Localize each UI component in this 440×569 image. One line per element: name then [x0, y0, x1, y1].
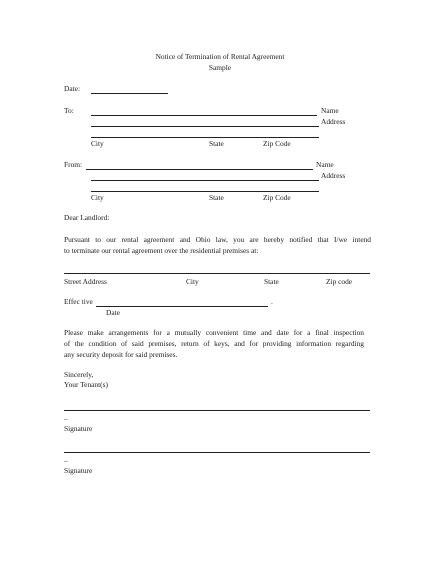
effective-date-label: Date: [106, 308, 120, 317]
premises-address-line[interactable]: [64, 273, 370, 274]
signature-underscore-1: _: [64, 412, 68, 421]
to-name-line[interactable]: [91, 115, 317, 116]
to-zip-label: Zip Code: [263, 139, 291, 148]
street-address-label: Street Address: [64, 277, 107, 286]
from-address-line[interactable]: [91, 180, 319, 181]
from-state-label: State: [209, 193, 224, 202]
paragraph-2-line-3: any security deposit for said premises.: [64, 350, 178, 359]
from-address-label: Address: [321, 171, 346, 180]
document-subtitle: Sample: [208, 63, 232, 72]
document-title: Notice of Termination of Rental Agreement: [155, 52, 285, 61]
from-city-label: City: [91, 193, 104, 202]
to-city-label: City: [91, 139, 104, 148]
effective-label: Effec tive: [64, 297, 93, 306]
to-label: To:: [64, 106, 74, 115]
paragraph-2-line-1: Please make arrangements for a mutually convenient time and date for a final inspection: [64, 328, 364, 337]
paragraph-1-line-2: to terminate our rental agreement over the residential premises at:: [64, 246, 259, 255]
from-name-label: Name: [316, 160, 334, 169]
signature-line-2[interactable]: [64, 452, 370, 453]
to-address-label: Address: [321, 117, 346, 126]
premises-city-label: City: [186, 277, 199, 286]
signature-underscore-2: _: [64, 454, 68, 463]
from-zip-label: Zip Code: [263, 193, 291, 202]
premises-state-label: State: [264, 277, 279, 286]
premises-zip-label: Zip code: [326, 277, 353, 286]
from-label: From:: [64, 160, 83, 169]
signature-label-2: Signature: [64, 466, 93, 475]
paragraph-1-line-1: Pursuant to our rental agreement and Ohio law, you are hereby notified that I/we intend: [64, 235, 371, 244]
date-field-line[interactable]: [91, 93, 168, 94]
effective-date-line[interactable]: [96, 306, 268, 307]
to-city-state-zip-line[interactable]: [91, 137, 319, 138]
closing: Sincerely,: [64, 370, 94, 379]
from-name-line[interactable]: [86, 169, 313, 170]
to-name-label: Name: [321, 106, 339, 115]
your-tenants: Your Tenant(s): [64, 380, 108, 389]
date-label: Date:: [64, 84, 81, 93]
signature-line-1[interactable]: [64, 410, 370, 411]
from-city-state-zip-line[interactable]: [91, 191, 319, 192]
salutation: Dear Landlord:: [64, 213, 110, 222]
to-address-line[interactable]: [91, 126, 319, 127]
effective-period: .: [271, 297, 273, 306]
paragraph-2-line-2: of the condition of said premises, return of keys, and for providing information regarding: [64, 339, 364, 348]
signature-label-1: Signature: [64, 424, 93, 433]
to-state-label: State: [209, 139, 224, 148]
